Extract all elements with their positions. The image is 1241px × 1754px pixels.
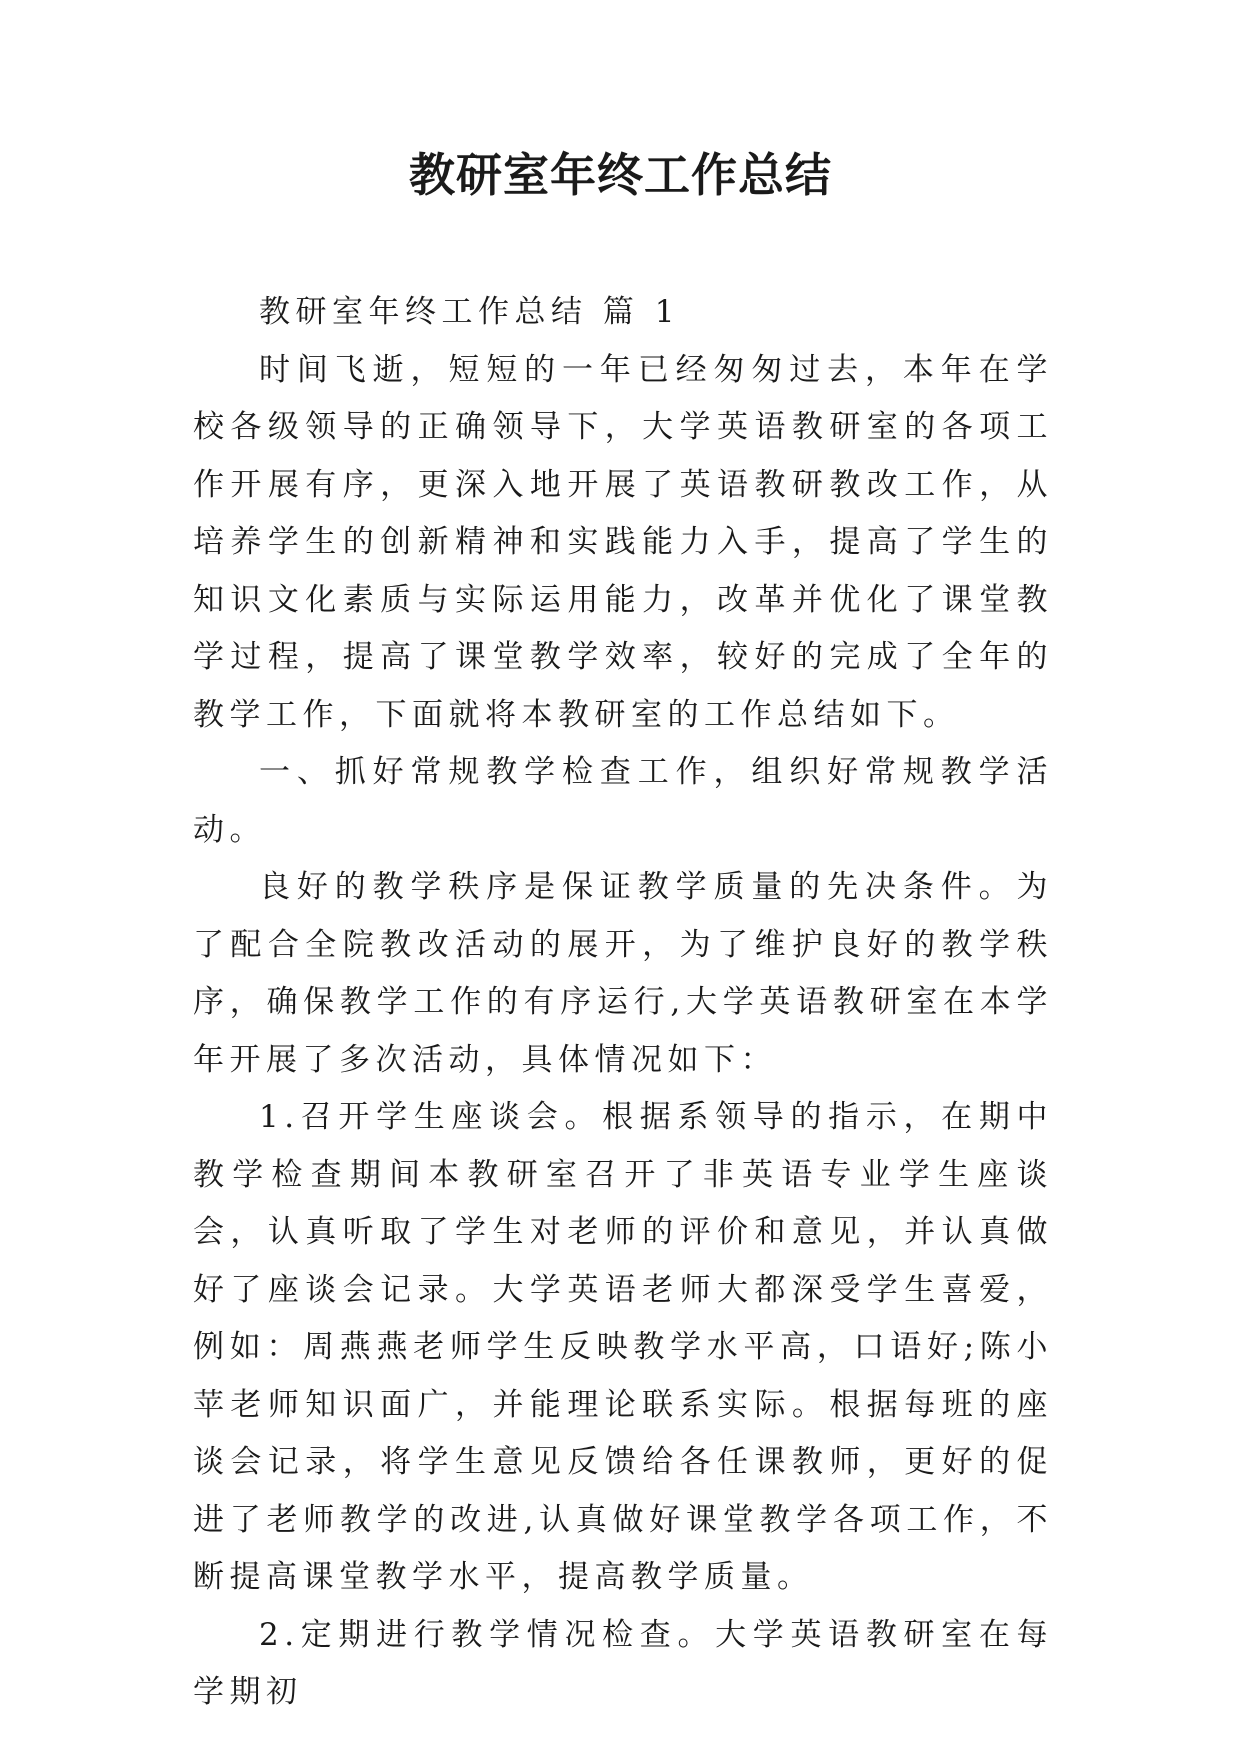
section-heading: 教研室年终工作总结 篇 1	[259, 294, 680, 330]
document-title: 教研室年终工作总结	[409, 148, 832, 202]
paragraph: 时间飞逝，短短的一年已经匆匆过去，本年在学校各级领导的正确领导下，大学英语教研室的各项工作开展有序，更深入地开展了英语教研教改工作，从培养学生的创新精神和实践能力入手，提高了学生的知识文化素质与实际运用能力，改革并优化了课堂教学过程，提高了课堂教学效率，较好的完成了全年的教学工作，下面就将本教研室的工作总结如下。	[193, 351, 1053, 733]
paragraph: 一、抓好常规教学检查工作，组织好常规教学活动。	[193, 754, 1053, 848]
paragraph: 2.定期进行教学情况检查。大学英语教研室在每学期初	[193, 1616, 1053, 1710]
document-body	[193, 284, 1053, 1722]
paragraph: 良好的教学秩序是保证教学质量的先决条件。为了配合全院教改活动的展开，为了维护良好的教学秩序，确保教学工作的有序运行,大学英语教研室在本学年开展了多次活动，具体情况如下：	[193, 869, 1053, 1078]
paragraph: 1.召开学生座谈会。根据系领导的指示，在期中教学检查期间本教研室召开了非英语专业学生座谈会，认真听取了学生对老师的评价和意见，并认真做好了座谈会记录。大学英语老师大都深受学生喜爱，例如：周燕燕老师学生反映教学水平高，口语好;陈小苹老师知识面广，并能理论联系实际。根据每班的座谈会记录，将学生意见反馈给各任课教师，更好的促进了老师教学的改进,认真做好课堂教学各项工作，不断提高课堂教学水平，提高教学质量。	[193, 1099, 1053, 1595]
